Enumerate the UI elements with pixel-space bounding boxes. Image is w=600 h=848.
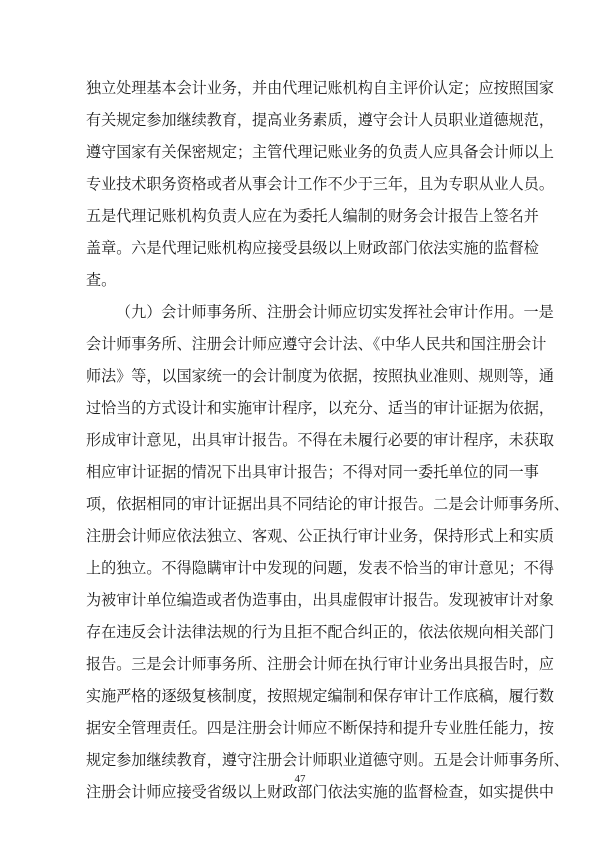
text-line: 专业技术职务资格或者从事会计工作不少于三年，且为专职从业人员。	[86, 175, 554, 193]
text-line: 注册会计师应依法独立、客观、公正执行审计业务，保持形式上和实质	[86, 527, 554, 545]
text-line: 报告。三是会计师事务所、注册会计师在执行审计业务出具报告时，应	[86, 655, 554, 673]
text-line: 五是代理记账机构负责人应在为委托人编制的财务会计报告上签名并	[86, 207, 539, 225]
text-line: 据安全管理责任。四是注册会计师应不断保持和提升专业胜任能力，按	[86, 719, 554, 737]
text-line: 有关规定参加继续教育，提高业务素质，遵守会计人员职业道德规范，	[86, 111, 554, 129]
text-line: 查。	[86, 271, 117, 289]
text-line: 为被审计单位编造或者伪造事由，出具虚假审计报告。发现被审计对象	[86, 591, 554, 609]
text-line: 注册会计师应接受省级以上财政部门依法实施的监督检查，如实提供中	[86, 783, 554, 801]
text-line: 项，依据相同的审计证据出具不同结论的审计报告。二是会计师事务所、	[86, 495, 570, 513]
text-line: 相应审计证据的情况下出具审计报告；不得对同一委托单位的同一事	[86, 463, 539, 481]
text-line: 过恰当的方式设计和实施审计程序，以充分、适当的审计证据为依据，	[86, 399, 554, 417]
text-line: 上的独立。不得隐瞒审计中发现的问题，发表不恰当的审计意见；不得	[86, 559, 554, 577]
text-line: 规定参加继续教育，遵守注册会计师职业道德守则。五是会计师事务所、	[86, 751, 570, 769]
text-line: 独立处理基本会计业务，并由代理记账机构自主评价认定；应按照国家	[86, 79, 554, 97]
text-line: 存在违反会计法律法规的行为且拒不配合纠正的，依法依规向相关部门	[86, 623, 554, 641]
text-line: 形成审计意见，出具审计报告。不得在未履行必要的审计程序，未获取	[86, 431, 554, 449]
text-line: 实施严格的逐级复核制度，按照规定编制和保存审计工作底稿，履行数	[86, 687, 554, 705]
text-line: 遵守国家有关保密规定；主管代理记账业务的负责人应具备会计师以上	[86, 143, 554, 161]
page-number: 47	[294, 773, 306, 785]
text-line: 师法》等，以国家统一的会计制度为依据，按照执业准则、规则等，通	[86, 367, 554, 385]
text-line: 会计师事务所、注册会计师应遵守会计法、《中华人民共和国注册会计	[86, 335, 547, 353]
paragraph-start-line: （九）会计师事务所、注册会计师应切实发挥社会审计作用。一是	[116, 303, 554, 321]
body-text	[86, 76, 570, 812]
text-line: 盖章。六是代理记账机构应接受县级以上财政部门依法实施的监督检	[86, 239, 539, 257]
